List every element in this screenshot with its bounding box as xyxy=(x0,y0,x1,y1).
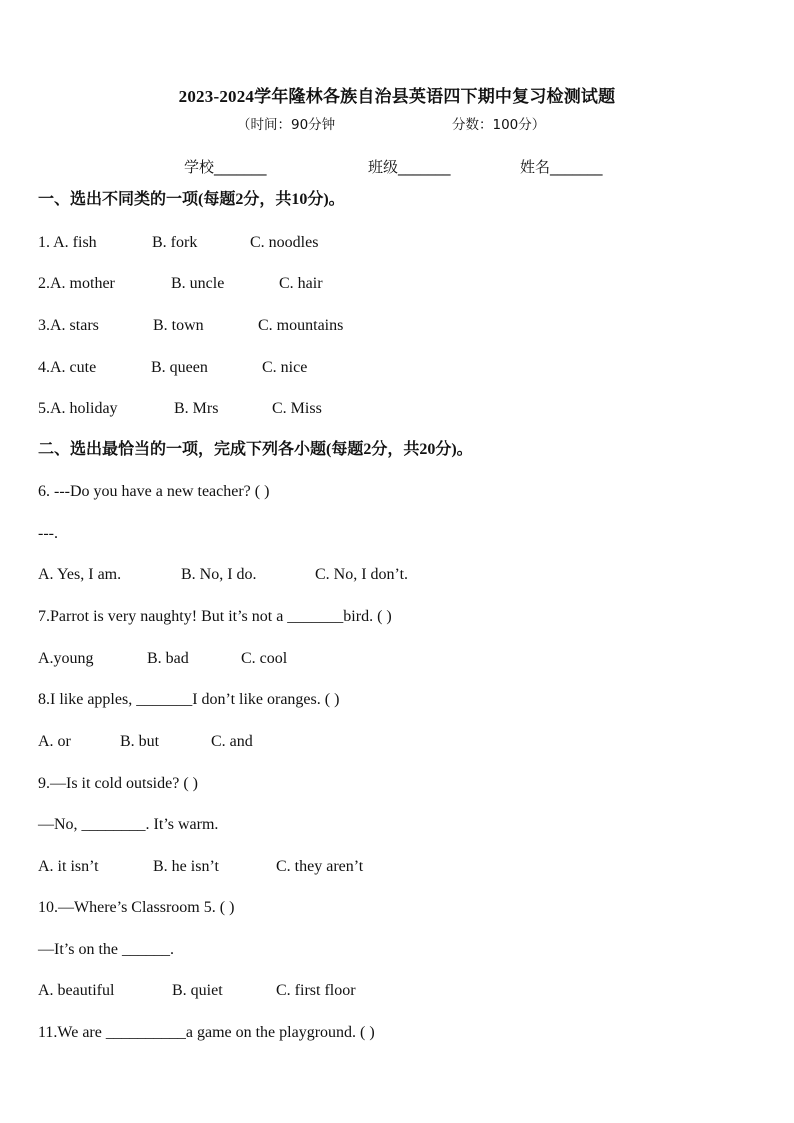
question-4-option-c: C. nice xyxy=(262,359,308,376)
section-2-title: 二、选出最恰当的一项，完成下列各小题(每题2分，共20分)。 xyxy=(38,441,473,458)
question-10-answer-line: —It’s on the ______. xyxy=(38,941,174,958)
question-4-option-b: B. queen xyxy=(151,359,208,376)
school-field: 学校_______ xyxy=(184,158,267,176)
question-1-option-b: B. fork xyxy=(152,234,198,251)
question-1-option-c: C. noodles xyxy=(250,234,319,251)
question-6-option-b: B. No, I do. xyxy=(181,566,257,583)
question-9-stem: 9.—Is it cold outside? ( ) xyxy=(38,775,198,792)
question-8-stem: 8.I like apples, _______I don’t like oranges. ( ) xyxy=(38,691,340,708)
question-9-option-c: C. they aren’t xyxy=(276,858,364,875)
question-6-option-a: A. Yes, I am. xyxy=(38,566,122,583)
question-8-option-b: B. but xyxy=(120,733,160,750)
class-field: 班级_______ xyxy=(368,158,451,176)
question-5-option-a: 5.A. holiday xyxy=(38,400,118,417)
question-6-answer-line: ---. xyxy=(38,525,58,542)
question-3-option-a: 3.A. stars xyxy=(38,317,99,334)
question-9-option-b: B. he isn’t xyxy=(153,858,219,875)
question-2-option-a: 2.A. mother xyxy=(38,275,115,292)
question-10-option-a: A. beautiful xyxy=(38,982,115,999)
question-7-option-c: C. cool xyxy=(241,650,288,667)
page-title: 2023-2024学年隆林各族自治县英语四下期中复习检测试题 xyxy=(178,87,616,106)
question-3-option-b: B. town xyxy=(153,317,204,334)
question-3-option-c: C. mountains xyxy=(258,317,344,334)
question-6-option-c: C. No, I don’t. xyxy=(315,566,409,583)
question-4-option-a: 4.A. cute xyxy=(38,359,97,376)
question-8-option-a: A. or xyxy=(38,733,71,750)
name-field: 姓名_______ xyxy=(520,158,603,176)
question-7-option-a: A.young xyxy=(38,650,94,667)
question-7-option-b: B. bad xyxy=(147,650,189,667)
question-10-option-b: B. quiet xyxy=(172,982,223,999)
time-limit: （时间：90分钟 xyxy=(237,117,336,133)
question-10-stem: 10.—Where’s Classroom 5. ( ) xyxy=(38,899,235,916)
question-9-option-a: A. it isn’t xyxy=(38,858,99,875)
question-8-option-c: C. and xyxy=(211,733,253,750)
total-score: 分数：100分） xyxy=(452,117,546,133)
question-11-stem: 11.We are __________a game on the playground. ( ) xyxy=(38,1024,375,1041)
section-1-title: 一、选出不同类的一项(每题2分，共10分)。 xyxy=(38,191,345,208)
question-7-stem: 7.Parrot is very naughty! But it’s not a _______bird. ( ) xyxy=(38,608,392,625)
question-1-option-a: 1. A. fish xyxy=(38,234,97,251)
question-5-option-c: C. Miss xyxy=(272,400,322,417)
question-6-stem: 6. ---Do you have a new teacher? ( ) xyxy=(38,483,270,500)
question-10-option-c: C. first floor xyxy=(276,982,356,999)
question-5-option-b: B. Mrs xyxy=(174,400,219,417)
question-9-answer-line: —No, ________. It’s warm. xyxy=(38,816,219,833)
question-2-option-c: C. hair xyxy=(279,275,323,292)
question-2-option-b: B. uncle xyxy=(171,275,225,292)
